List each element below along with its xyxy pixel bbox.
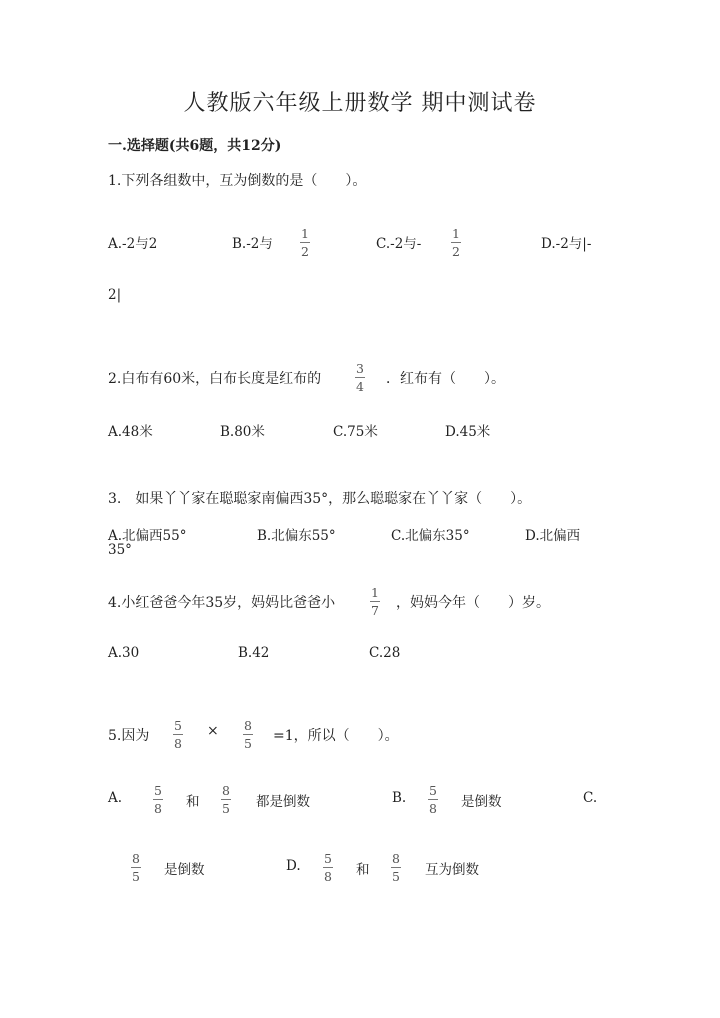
fraction-numerator: 3	[356, 361, 364, 376]
fraction-denominator: 8	[174, 736, 182, 751]
fraction-bar	[428, 799, 438, 800]
question-2-option-b: B.80米	[220, 424, 265, 440]
question-3-stem: 3. 如果丫丫家在聪聪家南偏西35°，那么聪聪家在丫丫家（ ）。	[108, 491, 532, 507]
question-1-option-b-fraction	[299, 226, 311, 259]
question-4-stem-start: 4.小红爸爸今年35岁，妈妈比爸爸小	[108, 595, 336, 611]
fraction-bar	[131, 867, 141, 868]
fraction-denominator: 8	[324, 869, 332, 884]
question-2-option-c: C.75米	[333, 424, 378, 440]
question-1-option-a: A.-2与2	[108, 236, 158, 252]
fraction-numerator: 5	[429, 783, 437, 798]
question-1-option-b: B.-2与	[232, 236, 273, 252]
fraction-bar	[355, 377, 365, 378]
question-2-option-a: A.48米	[108, 424, 153, 440]
question-2-fraction	[354, 361, 366, 394]
fraction-bar	[153, 799, 163, 800]
question-5-option-a-fraction-1	[152, 783, 164, 816]
question-1-stem: 1.下列各组数中，互为倒数的是（ ）。	[108, 173, 367, 189]
question-5-option-a-and: 和	[186, 794, 200, 810]
fraction-denominator: 5	[244, 736, 252, 751]
fraction-denominator: 5	[222, 801, 230, 816]
fraction-bar	[300, 242, 310, 243]
question-4-option-b: B.42	[238, 645, 270, 661]
question-5-option-b-text: 是倒数	[461, 794, 502, 810]
page-title: 人教版六年级上册数学 期中测试卷	[183, 91, 537, 116]
fraction-numerator: 5	[154, 783, 162, 798]
fraction-numerator: 5	[174, 718, 182, 733]
fraction-numerator: 8	[222, 783, 230, 798]
fraction-bar	[370, 601, 380, 602]
question-5-option-d-text: 互为倒数	[425, 862, 479, 878]
question-1-option-c: C.-2与-	[376, 236, 422, 252]
question-5-option-c-fraction	[130, 851, 142, 884]
question-5-option-d-and: 和	[356, 862, 370, 878]
fraction-numerator: 8	[392, 851, 400, 866]
question-1-option-d: D.-2与|-	[541, 236, 592, 252]
question-5-option-b-label: B.	[392, 790, 407, 806]
fraction-bar	[391, 867, 401, 868]
question-5-option-d-fraction-2	[390, 851, 402, 884]
fraction-numerator: 1	[371, 585, 379, 600]
fraction-bar	[451, 242, 461, 243]
fraction-denominator: 5	[132, 869, 140, 884]
question-3-option-a: A.北偏西55°	[108, 528, 187, 544]
question-5-stem-start: 5.因为	[108, 728, 150, 744]
question-4-fraction	[369, 585, 381, 618]
fraction-denominator: 2	[301, 244, 309, 259]
fraction-numerator: 5	[324, 851, 332, 866]
fraction-denominator: 4	[356, 379, 364, 394]
question-5-option-d-label: D.	[286, 858, 301, 874]
fraction-denominator: 7	[371, 603, 379, 618]
fraction-numerator: 8	[244, 718, 252, 733]
fraction-denominator: 5	[392, 869, 400, 884]
fraction-denominator: 8	[429, 801, 437, 816]
fraction-bar	[173, 734, 183, 735]
question-3-option-d: D.北偏西	[525, 528, 581, 544]
question-5-option-a-label: A.	[108, 790, 123, 806]
question-3-option-c: C.北偏东35°	[391, 528, 470, 544]
question-5-stem-end: =1，所以（ ）。	[273, 728, 399, 744]
question-5-option-c-text: 是倒数	[164, 862, 205, 878]
question-5-option-a-fraction-2	[220, 783, 232, 816]
question-5-fraction-1	[172, 718, 184, 751]
question-1-option-c-fraction	[450, 226, 462, 259]
fraction-bar	[323, 867, 333, 868]
question-1-option-d-continued: 2|	[108, 287, 122, 303]
question-5-option-c-label: C.	[583, 790, 598, 806]
question-5-option-d-fraction-1	[322, 851, 334, 884]
fraction-numerator: 1	[301, 226, 309, 241]
question-4-option-a: A.30	[108, 645, 140, 661]
question-5-fraction-2	[242, 718, 254, 751]
question-2-option-d: D.45米	[445, 424, 491, 440]
fraction-denominator: 8	[154, 801, 162, 816]
fraction-numerator: 8	[132, 851, 140, 866]
fraction-bar	[243, 734, 253, 735]
fraction-numerator: 1	[452, 226, 460, 241]
section-header: 一.选择题(共6题，共12分)	[108, 138, 282, 154]
fraction-denominator: 2	[452, 244, 460, 259]
question-3-option-b: B.北偏东55°	[257, 528, 336, 544]
question-3-option-d-continued: 35°	[108, 542, 132, 558]
question-4-stem-end: ，妈妈今年（ ）岁。	[396, 595, 550, 611]
question-2-stem-end: ．红布有（ ）。	[386, 371, 505, 387]
question-2-stem-start: 2.白布有60米，白布长度是红布的	[108, 371, 322, 387]
question-5-option-b-fraction	[427, 783, 439, 816]
multiply-sign: ×	[207, 723, 219, 739]
question-4-option-c: C.28	[369, 645, 401, 661]
question-5-option-a-text: 都是倒数	[256, 794, 310, 810]
fraction-bar	[221, 799, 231, 800]
